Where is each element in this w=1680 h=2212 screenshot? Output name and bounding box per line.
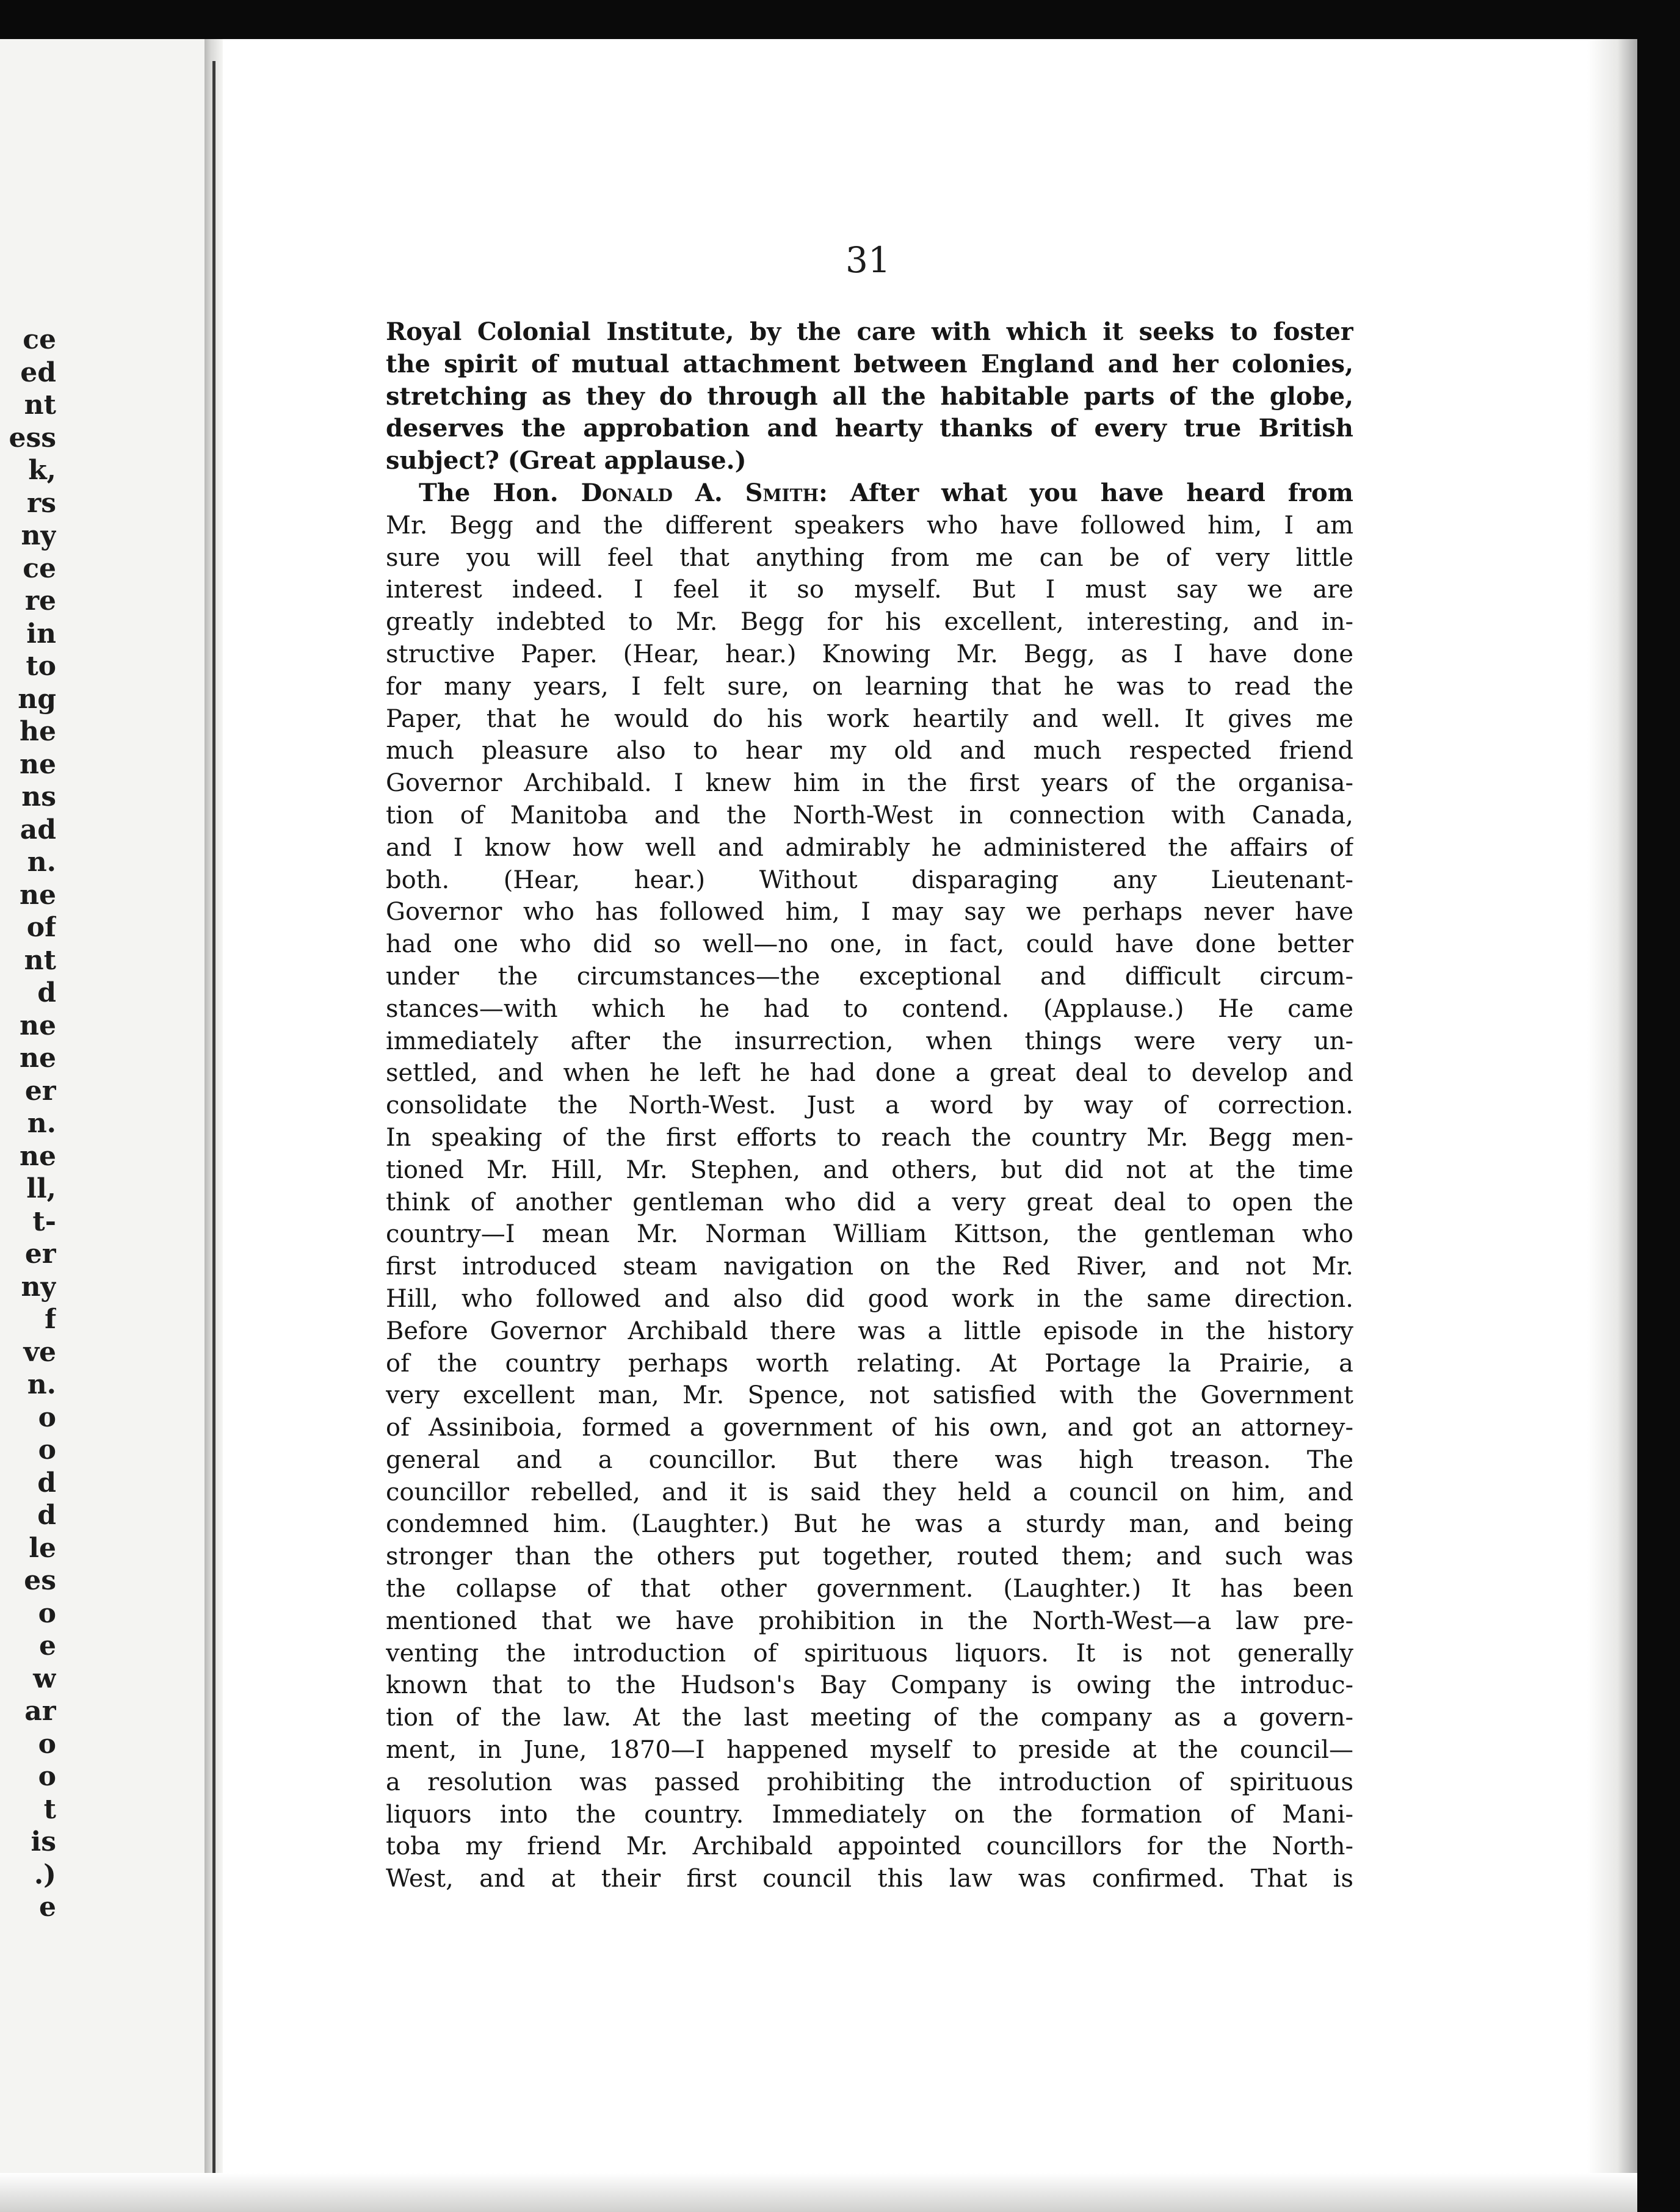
- left-fragment: nt: [24, 944, 56, 976]
- left-fragment: he: [20, 716, 56, 747]
- text-line: greatly indebted to Mr. Begg for his excellent, interesting, and in-: [386, 608, 1353, 637]
- text-line: of the country perhaps worth relating. At Portage la Prairie, a: [386, 1349, 1353, 1378]
- left-fragment: n.: [27, 1369, 56, 1400]
- left-fragment: o: [38, 1728, 56, 1760]
- text-line: venting the introduction of spirituous liquors. It is not generally: [386, 1639, 1353, 1668]
- left-fragment: n.: [27, 1108, 56, 1139]
- left-fragment: d: [37, 1500, 56, 1531]
- text-line: the collapse of that other government. (Laughter.) It has been: [386, 1575, 1353, 1603]
- page-edge-shadow: [1587, 39, 1637, 2212]
- left-fragment: ne: [20, 1010, 56, 1041]
- text-line: liquors into the country. Immediately on the formation of Mani-: [386, 1800, 1353, 1829]
- left-fragment: ve: [23, 1336, 56, 1368]
- text-line: under the circumstances—the exceptional and difficult circum-: [386, 962, 1353, 991]
- text-line: of Assiniboia, formed a government of his own, and got an attorney-: [386, 1414, 1353, 1442]
- text-line: immediately after the insurrection, when things were very un-: [386, 1027, 1353, 1055]
- scan-right-border: [1637, 0, 1680, 2212]
- left-fragment: w: [33, 1663, 56, 1694]
- text-line: tion of Manitoba and the North-West in connection with Canada,: [386, 801, 1353, 830]
- text-line: West, and at their first council this law was confirmed. That is: [386, 1865, 1353, 1893]
- text-line: sure you will feel that anything from me can be of very little: [386, 543, 1353, 572]
- text-line: general and a councillor. But there was high treason. The: [386, 1445, 1353, 1474]
- scan-bottom-edge: [0, 2173, 1637, 2212]
- text-line: country—I mean Mr. Norman William Kittson, the gentleman who: [386, 1220, 1353, 1249]
- left-fragment: o: [38, 1761, 56, 1792]
- left-fragment: ns: [21, 781, 56, 812]
- text-line: first introduced steam navigation on the Red River, and not Mr.: [386, 1252, 1353, 1281]
- left-fragment: ng: [18, 683, 56, 715]
- text-line: subject? (Great applause.): [386, 446, 747, 475]
- speaker-name: Donald A. Smith: [581, 478, 819, 507]
- left-fragment: o: [38, 1401, 56, 1433]
- left-fragment: ess: [9, 422, 56, 454]
- text-line: a resolution was passed prohibiting the introduction of spirituous: [386, 1768, 1353, 1796]
- left-fragment: ne: [20, 748, 56, 780]
- left-fragment: re: [24, 585, 56, 616]
- left-fragment: ed: [20, 356, 56, 388]
- text-line: consolidate the North-West. Just a word by way of correction.: [386, 1091, 1353, 1120]
- text-line: ment, in June, 1870—I happened myself to preside at the council—: [386, 1736, 1353, 1765]
- paragraph-1: [386, 316, 1353, 477]
- left-fragment: nt: [24, 389, 56, 421]
- page-number: 31: [845, 239, 891, 281]
- left-fragment: t-: [32, 1205, 56, 1237]
- left-page-text-fragments: [0, 323, 56, 1924]
- text-line: Royal Colonial Institute, by the care with which it seeks to foster: [386, 317, 1353, 346]
- first-line-rest: : After what you have heard from: [818, 478, 1353, 507]
- left-fragment: is: [31, 1826, 56, 1857]
- left-fragment: ce: [23, 552, 56, 584]
- text-line: much pleasure also to hear my old and much respected friend: [386, 737, 1353, 765]
- page-body-text: [386, 316, 1353, 1895]
- left-fragment: e: [39, 1892, 56, 1923]
- text-line: tioned Mr. Hill, Mr. Stephen, and others, but did not at the time: [386, 1155, 1353, 1184]
- text-line: councillor rebelled, and it is said they held a council on him, and: [386, 1478, 1353, 1506]
- text-line: condemned him. (Laughter.) But he was a sturdy man, and being: [386, 1510, 1353, 1539]
- scan-top-border: [0, 0, 1680, 39]
- book-gutter-line: [212, 61, 215, 2173]
- left-fragment: to: [26, 651, 56, 682]
- text-line: and I know how well and admirably he administered the affairs of: [386, 833, 1353, 862]
- left-fragment: ar: [24, 1696, 56, 1727]
- left-fragment: ne: [20, 879, 56, 911]
- text-line: for many years, I felt sure, on learning that he was to read the: [386, 672, 1353, 701]
- text-line: very excellent man, Mr. Spence, not satisfied with the Government: [386, 1381, 1353, 1410]
- text-line: Governor who has followed him, I may say we perhaps never have: [386, 898, 1353, 927]
- left-fragment: ny: [21, 1271, 56, 1303]
- left-fragment: n.: [27, 847, 56, 878]
- text-line: stronger than the others put together, routed them; and such was: [386, 1542, 1353, 1571]
- left-fragment: d: [37, 1467, 56, 1498]
- text-line: deserves the approbation and hearty thanks of every true British: [386, 414, 1353, 443]
- text-line: known that to the Hudson's Bay Company is owing the introduc-: [386, 1671, 1353, 1700]
- left-fragment: rs: [27, 487, 56, 519]
- left-fragment: .): [34, 1859, 56, 1890]
- left-fragment: er: [24, 1075, 56, 1107]
- left-fragment: ll,: [26, 1173, 56, 1204]
- paragraph-2: [386, 477, 1353, 1895]
- left-fragment: d: [37, 977, 56, 1008]
- left-fragment: in: [26, 618, 56, 649]
- paragraph-2-first-line: [386, 477, 1353, 510]
- left-fragment: es: [24, 1565, 56, 1596]
- text-line: Hill, who followed and also did good work in the same direction.: [386, 1284, 1353, 1313]
- left-fragment: le: [29, 1532, 56, 1564]
- left-fragment: t: [43, 1793, 56, 1825]
- speaker-prefix: The Hon.: [419, 478, 581, 507]
- text-line: settled, and when he left he had done a great deal to develop and: [386, 1059, 1353, 1088]
- left-fragment: e: [39, 1630, 56, 1661]
- text-line: In speaking of the first efforts to reach the country Mr. Begg men-: [386, 1123, 1353, 1152]
- text-line: toba my friend Mr. Archibald appointed councillors for the North-: [386, 1832, 1353, 1861]
- left-fragment: o: [38, 1434, 56, 1466]
- text-line: Before Governor Archibald there was a little episode in the history: [386, 1317, 1353, 1345]
- text-line: stances—with which he had to contend. (Applause.) He came: [386, 994, 1353, 1023]
- left-fragment: of: [26, 912, 56, 943]
- left-fragment: ny: [21, 520, 56, 551]
- left-fragment: o: [38, 1597, 56, 1629]
- text-line: both. (Hear, hear.) Without disparaging any Lieutenant-: [386, 866, 1353, 894]
- left-fragment: k,: [28, 455, 56, 486]
- text-line: Paper, that he would do his work heartily and well. It gives me: [386, 704, 1353, 733]
- text-line: the spirit of mutual attachment between England and her colonies,: [386, 349, 1353, 378]
- text-line: think of another gentleman who did a very great deal to open the: [386, 1188, 1353, 1216]
- left-fragment: f: [45, 1304, 56, 1335]
- left-fragment: ad: [20, 814, 56, 845]
- left-fragment: ne: [20, 1140, 56, 1172]
- left-fragment: er: [24, 1238, 56, 1270]
- text-line: stretching as they do through all the habitable parts of the globe,: [386, 381, 1353, 411]
- text-line: structive Paper. (Hear, hear.) Knowing Mr. Begg, as I have done: [386, 640, 1353, 668]
- text-line: had one who did so well—no one, in fact, could have done better: [386, 930, 1353, 959]
- text-line: mentioned that we have prohibition in the North-West—a law pre-: [386, 1607, 1353, 1635]
- text-line: tion of the law. At the last meeting of the company as a govern-: [386, 1704, 1353, 1732]
- text-line: Governor Archibald. I knew him in the first years of the organisa-: [386, 769, 1353, 798]
- left-fragment: ne: [20, 1043, 56, 1074]
- left-fragment: ce: [23, 324, 56, 355]
- text-line: interest indeed. I feel it so myself. But I must say we are: [386, 576, 1353, 604]
- text-line: Mr. Begg and the different speakers who have followed him, I am: [386, 511, 1353, 540]
